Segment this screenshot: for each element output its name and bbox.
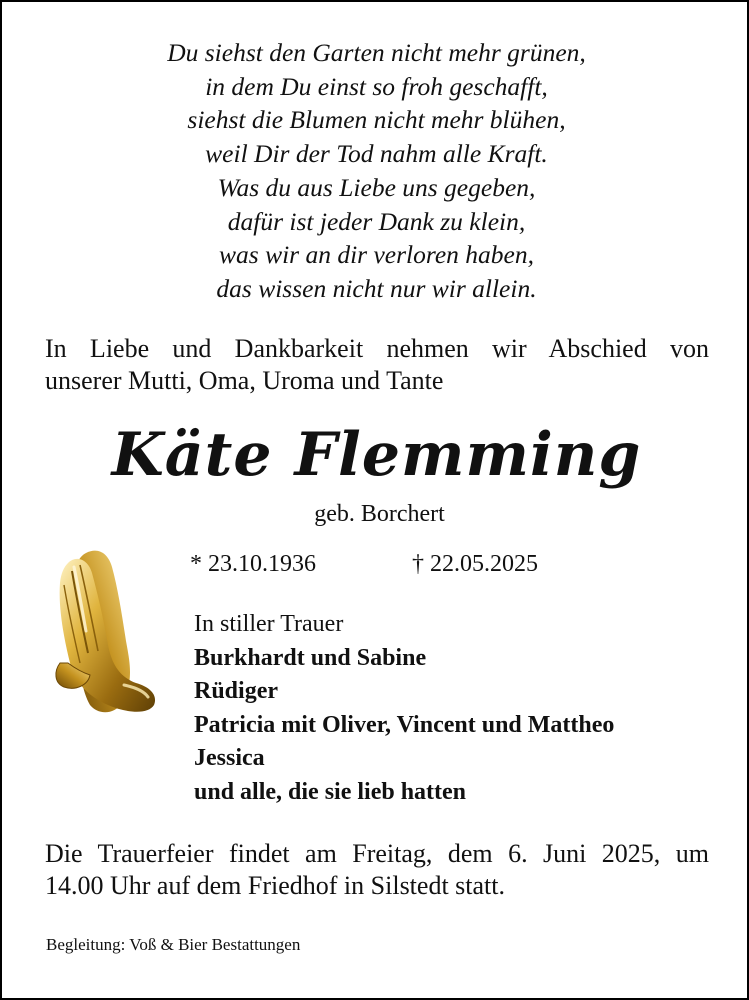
poem-line: Du siehst den Garten nicht mehr grünen,: [167, 38, 586, 67]
birth-date: * 23.10.1936: [190, 551, 316, 577]
poem-line: Was du aus Liebe uns gegeben,: [217, 172, 536, 202]
intro-line: In Liebe und Dankbarkeit nehmen wir Abschied von: [45, 334, 709, 363]
mourner-name: und alle, die sie lieb hatten: [194, 778, 467, 805]
service-line: 14.00 Uhr auf dem Friedhof in Silstedt statt.: [45, 871, 506, 900]
poem-line: was wir an dir verloren haben,: [219, 240, 534, 270]
undertaker-credit: Begleitung: Voß & Bier Bestattungen: [46, 935, 301, 954]
mourner-name: Burkhardt und Sabine: [194, 644, 427, 671]
poem-line: das wissen nicht nur wir allein.: [216, 273, 537, 303]
intro-text: [45, 333, 709, 397]
mourners-list: [194, 608, 614, 809]
funeral-service-info: [45, 838, 709, 902]
service-line: Die Trauerfeier findet am Freitag, dem 6. Juni 2025, um: [45, 839, 709, 868]
intro-line: unserer Mutti, Oma, Uroma und Tante: [45, 366, 444, 395]
poem-line: siehst die Blumen nicht mehr blühen,: [187, 105, 566, 135]
maiden-name: geb. Borchert: [314, 501, 445, 527]
poem-line: weil Dir der Tod nahm alle Kraft.: [205, 139, 548, 169]
mourner-name: Jessica: [194, 745, 265, 771]
mourners-heading: In stiller Trauer: [194, 611, 344, 637]
mourner-name: Patricia mit Oliver, Vincent und Mattheo: [194, 711, 615, 738]
poem: [2, 36, 749, 306]
poem-line: dafür ist jeder Dank zu klein,: [227, 206, 526, 236]
death-date: † 22.05.2025: [412, 551, 538, 577]
praying-hands-icon: [46, 545, 164, 717]
deceased-name: Käte Flemming: [111, 420, 642, 490]
poem-line: in dem Du einst so froh geschafft,: [205, 71, 548, 101]
mourner-name: Rüdiger: [194, 678, 278, 704]
